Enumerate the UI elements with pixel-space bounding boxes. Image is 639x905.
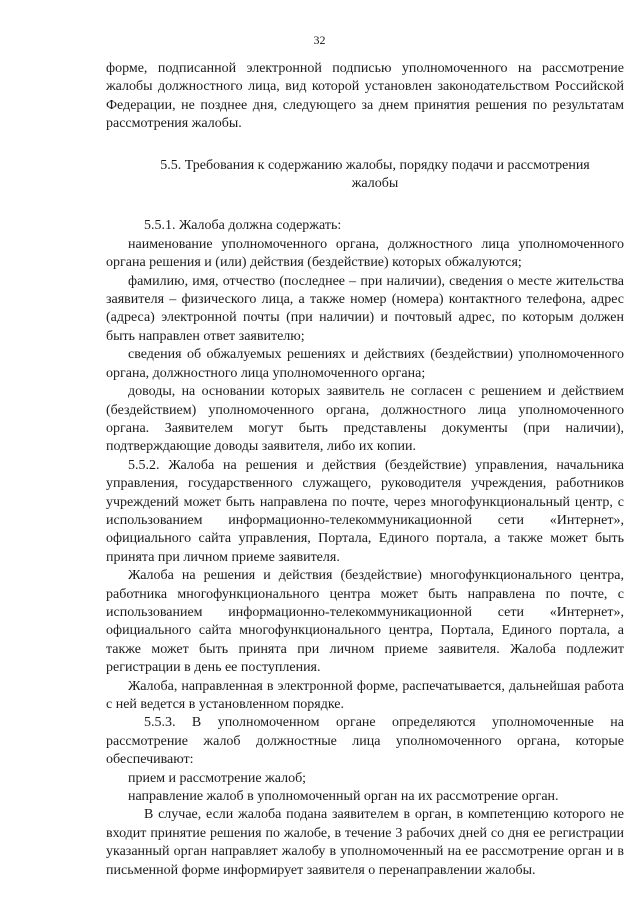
document-body xyxy=(106,60,624,880)
paragraph: направление жалоб в уполномоченный орган на их рассмотрение орган. xyxy=(128,789,559,805)
paragraph: наименование уполномоченного органа, должностного лица уполномоченного органа решения и (или) действия (бездействие) которых обжалуются; xyxy=(106,236,624,271)
paragraph: прием и рассмотрение жалоб; xyxy=(128,770,307,786)
paragraph: Жалоба, направленная в электронной форме, распечатывается, дальнейшая работа с ней ведется в установленном порядке. xyxy=(106,678,624,712)
paragraph: В случае, если жалоба подана заявителем в орган, в компетенцию которого не входит принятие решения по жалобе, в течение 3 рабочих дней со дня ее регистрации указанный орган направляет жалобу в уполномоченный на ее рассмотрение орган и в письменной форме информирует заявителя о перенаправлении жалобы. xyxy=(106,807,624,878)
paragraph: сведения об обжалуемых решениях и действиях (бездействии) уполномоченного органа, должностного лица уполномоченного органа; xyxy=(106,347,624,381)
section-heading: 5.5. Требования к содержанию жалобы, порядку подачи и рассмотрения жалобы xyxy=(160,157,590,192)
page-number: 32 xyxy=(313,33,326,47)
paragraph: 5.5.1. Жалоба должна содержать: xyxy=(144,218,342,234)
paragraph: 5.5.2. Жалоба на решения и действия (бездействие) управления, начальника управления, государственного служащего, руководителя учреждения, работников учреждений может быть направлена по почте, через многофункциональный центр, с использованием информационно-телекоммуникационной сети «Интернет», официального сайта управления, Портала, Единого портала, а также может быть принята при личном приеме заявителя. xyxy=(106,457,624,565)
paragraph: форме, подписанной электронной подписью уполномоченного на рассмотрение жалобы должностного лица, вид которой установлен законодательством Российской Федерации, не позднее дня, следующего за днем принятия решения по результатам рассмотрения жалобы. xyxy=(106,61,624,132)
paragraph: Жалоба на решения и действия (бездействие) многофункционального центра, работника многофункционального центра может быть направлена по почте, с использованием информационно-телекоммуникационной сети «Интернет», официального сайта многофункционального центра, Портала, Единого портала, а также может быть принята при личном приеме заявителя. Жалоба подлежит регистрации в день ее поступления. xyxy=(106,568,624,676)
paragraph: 5.5.3. В уполномоченном органе определяются уполномоченные на рассмотрение жалоб должностные лица уполномоченного органа, которые обеспечивают: xyxy=(106,715,624,768)
paragraph: фамилию, имя, отчество (последнее – при наличии), сведения о месте жительства заявителя – физического лица, а также номер (номера) контактного телефона, адрес (адреса) электронной почты (при наличии) и почтовый адрес, по которым должен быть направлен ответ заявителю; xyxy=(106,273,624,344)
paragraph: доводы, на основании которых заявитель не согласен с решением и действием (бездействием) уполномоченного органа, должностного лица уполномоченного органа. Заявителем могут быть представлены документы (при наличии), подтверждающие доводы заявителя, либо их копии. xyxy=(106,384,624,455)
